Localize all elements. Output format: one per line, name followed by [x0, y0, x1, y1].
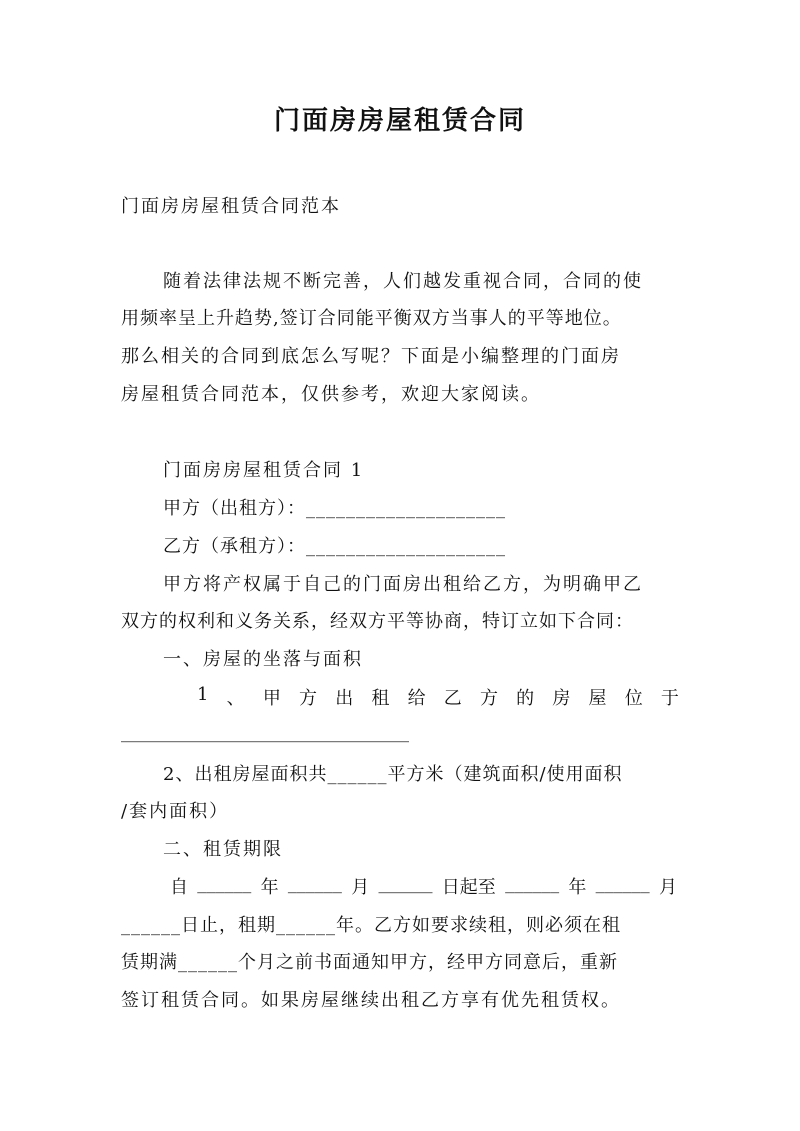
clause-2-line-1 [170, 873, 677, 899]
clause-char: 方 [299, 688, 318, 709]
clause-part: 月 [351, 877, 370, 898]
clause-2-line: 赁期满______个月之前书面通知甲方，经甲方同意后，重新 [121, 952, 618, 973]
clause-2-line: ______日止，租期______年。乙方如要求续租，则必须在租 [121, 915, 621, 936]
section-1-title: 一、房屋的坐落与面积 [163, 649, 363, 670]
contract-heading: 门面房房屋租赁合同 1 [163, 460, 365, 481]
clause-char: 1 [197, 684, 209, 705]
preamble-line: 双方的权利和义务关系，经双方平等协商，特订立如下合同： [121, 611, 634, 632]
clause-1-1 [197, 684, 679, 710]
clause-part: 月 [658, 877, 677, 898]
clause-part: ______ [287, 873, 342, 894]
clause-part: ______ [595, 873, 650, 894]
clause-char: 出 [335, 688, 354, 709]
clause-part: ______ [378, 873, 433, 894]
intro-line: 那么相关的合同到底怎么写呢？下面是小编整理的门面房 [121, 346, 621, 367]
page-title: 门面房房屋租赁合同 [273, 106, 526, 136]
intro-line: 随着法律法规不断完善，人们越发重视合同，合同的使 [163, 271, 643, 292]
clause-part: 自 [170, 877, 188, 898]
clause-1-2-line: /套内面积） [121, 801, 230, 822]
preamble-line: 甲方将产权属于自己的门面房出租给乙方，为明确甲乙 [163, 574, 643, 595]
clause-part: ______ [197, 873, 252, 894]
intro-line: 用频率呈上升趋势,签订合同能平衡双方当事人的平等地位。 [121, 308, 622, 329]
clause-char: 甲 [262, 688, 281, 709]
clause-char: 给 [407, 688, 426, 709]
clause-1-2-line: 2、出租房屋面积共______平方米（建筑面积/使用面积 [163, 764, 623, 785]
clause-2-line: 签订租赁合同。如果房屋继续出租乙方享有优先租赁权。 [121, 990, 621, 1011]
clause-char: 、 [226, 688, 245, 709]
clause-char: 的 [516, 688, 535, 709]
party-b-line: 乙方（承租方）：____________________ [163, 536, 506, 557]
clause-char: 于 [660, 688, 679, 709]
clause-char: 乙 [443, 688, 462, 709]
clause-char: 房 [552, 688, 571, 709]
intro-line: 房屋租赁合同范本，仅供参考，欢迎大家阅读。 [121, 384, 541, 405]
clause-part: 日起至 [441, 877, 496, 898]
party-a-line: 甲方（出租方）：____________________ [163, 498, 506, 519]
section-2-title: 二、租赁期限 [163, 839, 283, 860]
clause-char: 租 [371, 688, 390, 709]
clause-char: 位 [624, 688, 643, 709]
clause-part: 年 [568, 877, 587, 898]
clause-part: 年 [260, 877, 279, 898]
clause-char: 屋 [588, 688, 607, 709]
subtitle: 门面房房屋租赁合同范本 [121, 196, 341, 217]
clause-part: ______ [505, 873, 560, 894]
clause-char: 方 [479, 688, 498, 709]
clause-1-1-blank: ________________________________ [121, 722, 409, 743]
